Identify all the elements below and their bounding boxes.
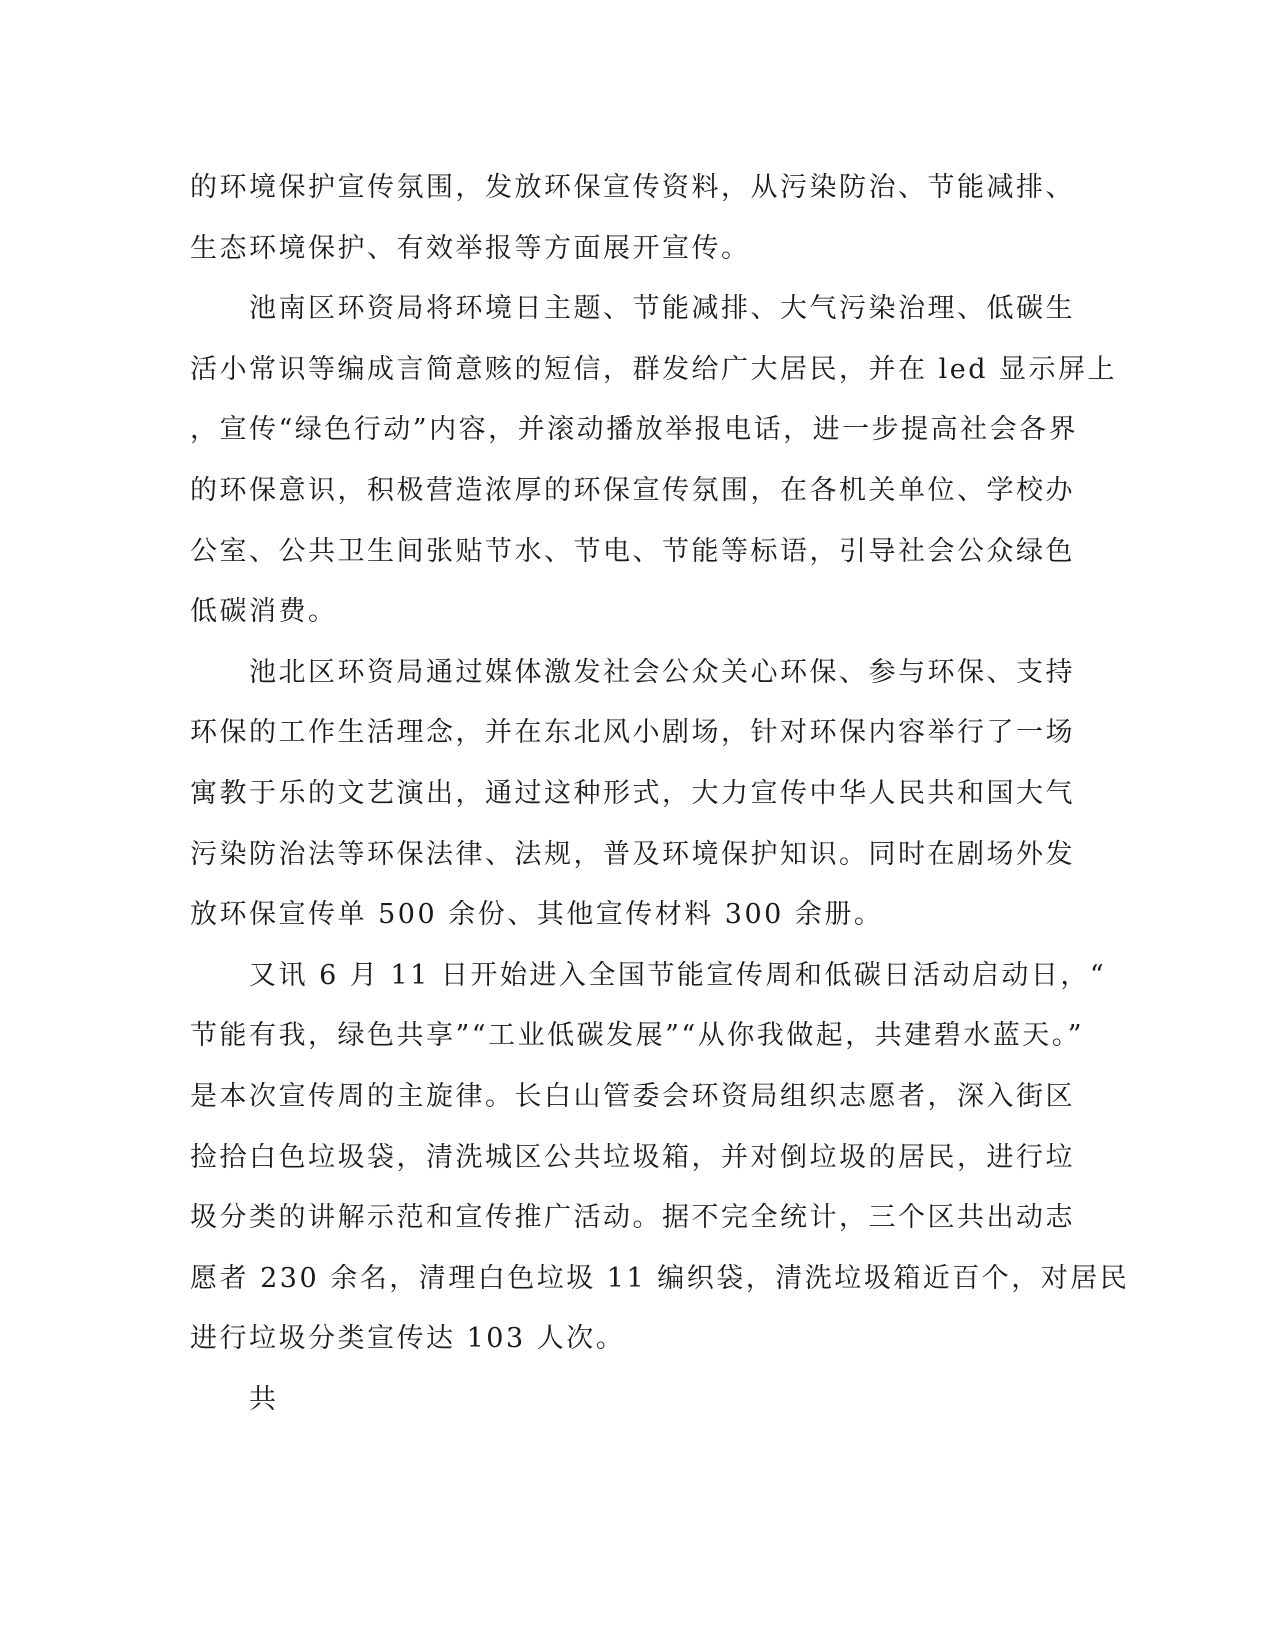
text-line: 环保的工作生活理念，并在东北风小剧场，针对环保内容举行了一场 — [190, 717, 1075, 749]
text-line: 池北区环资局通过媒体激发社会公众关心环保、参与环保、支持 — [190, 656, 1075, 688]
text-line: 捡拾白色垃圾袋，清洗城区公共垃圾箱，并对倒垃圾的居民，进行垃 — [190, 1141, 1075, 1173]
text-line: 圾分类的讲解示范和宣传推广活动。据不完全统计，三个区共出动志 — [190, 1202, 1075, 1234]
text-line: 污染防治法等环保法律、法规，普及环境保护知识。同时在剧场外发 — [190, 838, 1075, 870]
text-line: 寓教于乐的文艺演出，通过这种形式，大力宣传中华人民共和国大气 — [190, 777, 1075, 809]
text-line: 共 — [190, 1383, 279, 1415]
text-line: 愿者 230 余名，清理白色垃圾 11 编织袋，清洗垃圾箱近百个，对居民 — [190, 1262, 1130, 1294]
text-line: 是本次宣传周的主旋律。长白山管委会环资局组织志愿者，深入街区 — [190, 1080, 1075, 1112]
text-line: 低碳消费。 — [190, 596, 338, 628]
text-line: 的环境保护宣传氛围，发放环保宣传资料，从污染防治、节能减排、 — [190, 172, 1075, 203]
text-line: 生态环境保护、有效举报等方面展开宣传。 — [190, 232, 751, 264]
text-line: ，宣传“绿色行动”内容，并滚动播放举报电话，进一步提高社会各界 — [190, 414, 1079, 446]
body-text — [190, 158, 1130, 1430]
text-line: 公室、公共卫生间张贴节水、节电、节能等标语，引导社会公众绿色 — [190, 535, 1075, 567]
text-line: 池南区环资局将环境日主题、节能减排、大气污染治理、低碳生 — [190, 293, 1075, 325]
text-line: 进行垃圾分类宣传达 103 人次。 — [190, 1323, 626, 1355]
text-line: 又讯 6 月 11 日开始进入全国节能宣传周和低碳日活动启动日，“ — [190, 959, 1107, 991]
text-line: 活小常识等编成言简意赅的短信，群发给广大居民，并在 led 显示屏上 — [190, 353, 1118, 385]
text-line: 放环保宣传单 500 余份、其他宣传材料 300 余册。 — [190, 899, 884, 931]
text-line: 的环保意识，积极营造浓厚的环保宣传氛围，在各机关单位、学校办 — [190, 474, 1075, 506]
text-line: 节能有我，绿色共享”“工业低碳发展”“从你我做起，共建碧水蓝天。” — [190, 1020, 1085, 1052]
